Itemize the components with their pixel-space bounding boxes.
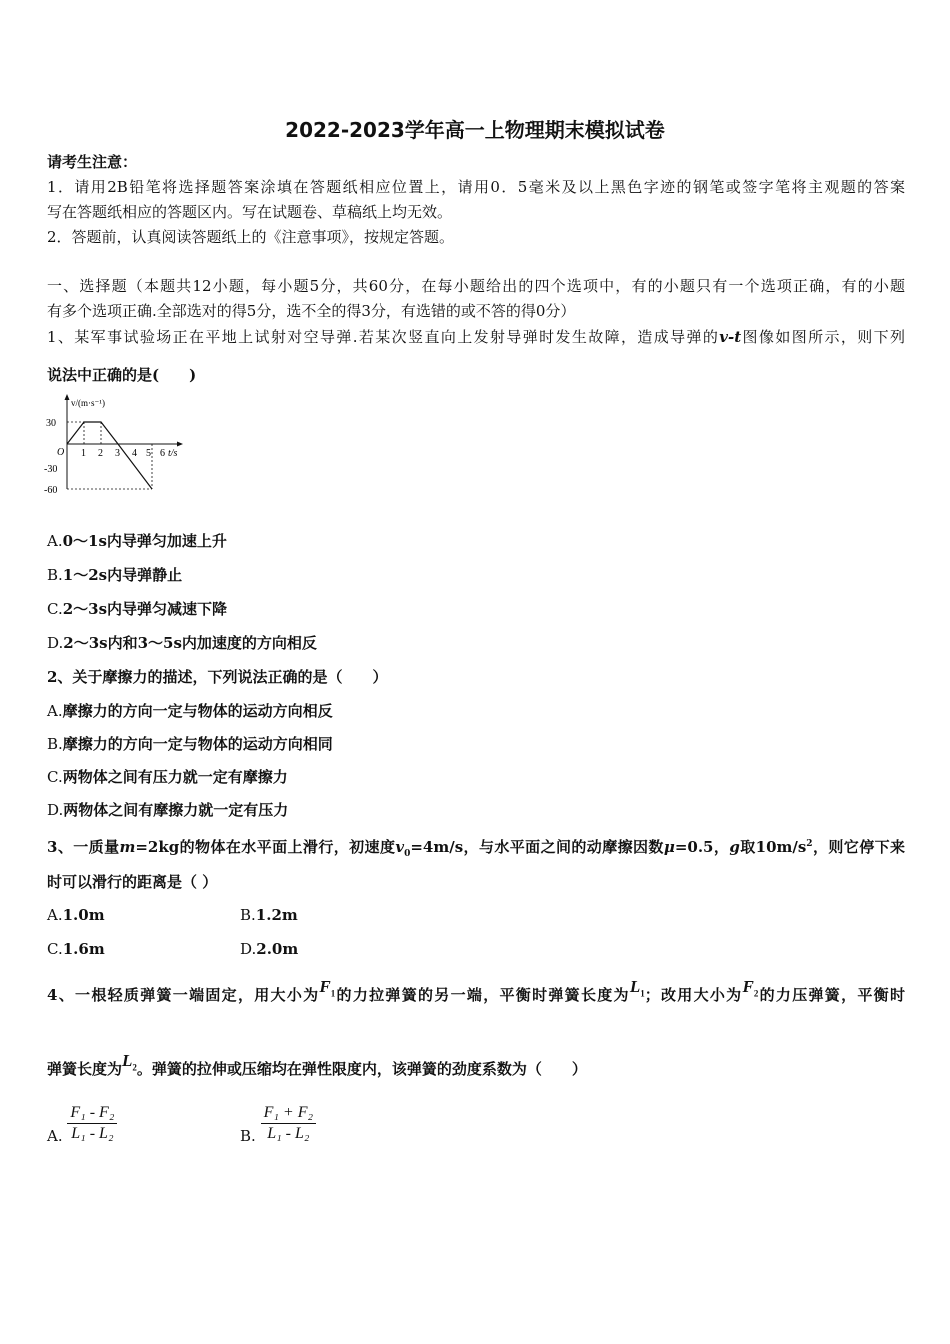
ytick-30: 30 — [46, 418, 56, 429]
notice-item-1-line-2: 写在答题纸相应的答题区内。写在试题卷、草稿纸上均无效。 — [47, 203, 453, 221]
q1-option-c: C.2～3s内导弹匀减速下降 — [47, 600, 228, 618]
q3-option-d: D.2.0m — [240, 940, 299, 958]
q3-option-b: B.1.2m — [240, 906, 298, 924]
q4-stem-line-1: 4、一根轻质弹簧一端固定，用大小为$F_1$的力拉弹簧的另一端，平衡时弹簧长度为$L_1$；改用大小为$F_2$的力压弹簧，平衡时 — [47, 977, 905, 1004]
xtick-3: 3 — [115, 448, 120, 459]
notice-item-1-line-1: 1．请用2B铅笔将选择题答案涂填在答题纸相应位置上，请用0．5毫米及以上黑色字迹的钢笔或签字笔将主观题的答案 — [47, 178, 905, 196]
ytick-minus30: -30 — [44, 464, 58, 475]
xtick-4: 4 — [132, 448, 137, 459]
q4-option-b-fraction: $\frac{\text{F₁ + F₂}}{\text{L₁ - L₂}}$ — [261, 1104, 316, 1143]
xtick-2: 2 — [98, 448, 103, 459]
q2-stem: 2、关于摩擦力的描述，下列说法正确的是（ ） — [47, 668, 388, 686]
q4-stem-line-2: 弹簧长度为$L_2$。弹簧的拉伸或压缩均在弹性限度内，该弹簧的劲度系数为（ ） — [47, 1051, 587, 1078]
q3-stem-line-1: 3、一质量m=2kg的物体在水平面上滑行，初速度$v_0=4m/s$，与水平面之间的动摩擦因数μ=0.5，g取$10m/s^2$，则它停下来 — [47, 838, 906, 859]
notice-item-2: 2．答题前，认真阅读答题纸上的《注意事项》，按规定答题。 — [47, 228, 455, 246]
xtick-5: 5 — [146, 448, 151, 459]
section-instructions-line-2: 有多个选项正确.全部选对的得5分，选不全的得3分，有选错的或不答的得0分） — [47, 302, 576, 320]
q1-option-a: A.0～1s内导弹匀加速上升 — [47, 532, 227, 550]
section-instructions-line-1: 一、选择题（本题共12小题，每小题5分，共60分，在每小题给出的四个选项中，有的小题只有一个选项正确，有的小题 — [47, 277, 905, 295]
y-axis-arrow — [65, 394, 70, 400]
xtick-1: 1 — [81, 448, 86, 459]
x-axis-label: t/s — [168, 448, 178, 459]
xtick-6: 6 — [160, 448, 165, 459]
q1-stem-line-1: 1、某军事试验场正在平地上试射对空导弹.若某次竖直向上发射导弹时发生故障，造成导弹的v-t图像如图所示，则下列 — [47, 328, 905, 346]
q1-vt-graph — [44, 393, 192, 497]
origin-label: O — [57, 447, 65, 458]
x-axis-arrow — [177, 442, 183, 447]
q2-option-d: D.两物体之间有摩擦力就一定有压力 — [47, 801, 289, 819]
vt-line — [67, 422, 152, 489]
q3-stem-line-2: 时可以滑行的距离是（ ） — [47, 873, 218, 891]
q2-option-c: C.两物体之间有压力就一定有摩擦力 — [47, 768, 288, 786]
q4-option-a: A. $\frac{\text{F₁ - F₂}}{\text{L₁ - L₂}}$ — [47, 1104, 117, 1143]
y-axis-label: v/(m·s⁻¹) — [71, 398, 105, 408]
q1-stem-line-2: 说法中正确的是( ) — [47, 366, 197, 384]
ytick-minus60: -60 — [44, 485, 58, 496]
q2-option-b: B.摩擦力的方向一定与物体的运动方向相同 — [47, 735, 333, 753]
q4-option-a-fraction: $\frac{\text{F₁ - F₂}}{\text{L₁ - L₂}}$ — [67, 1104, 117, 1143]
notice-heading: 请考生注意： — [47, 153, 138, 171]
q3-option-a: A.1.0m — [47, 906, 105, 924]
q1-option-b: B.1～2s内导弹静止 — [47, 566, 183, 584]
q2-option-a: A.摩擦力的方向一定与物体的运动方向相反 — [47, 702, 333, 720]
q3-option-c: C.1.6m — [47, 940, 105, 958]
q4-option-b: B. $\frac{\text{F₁ + F₂}}{\text{L₁ - L₂}}$ — [240, 1104, 316, 1143]
page-title: 2022-2023学年高一上物理期末模拟试卷 — [285, 118, 665, 142]
q1-option-d: D.2～3s内和3～5s内加速度的方向相反 — [47, 634, 317, 652]
